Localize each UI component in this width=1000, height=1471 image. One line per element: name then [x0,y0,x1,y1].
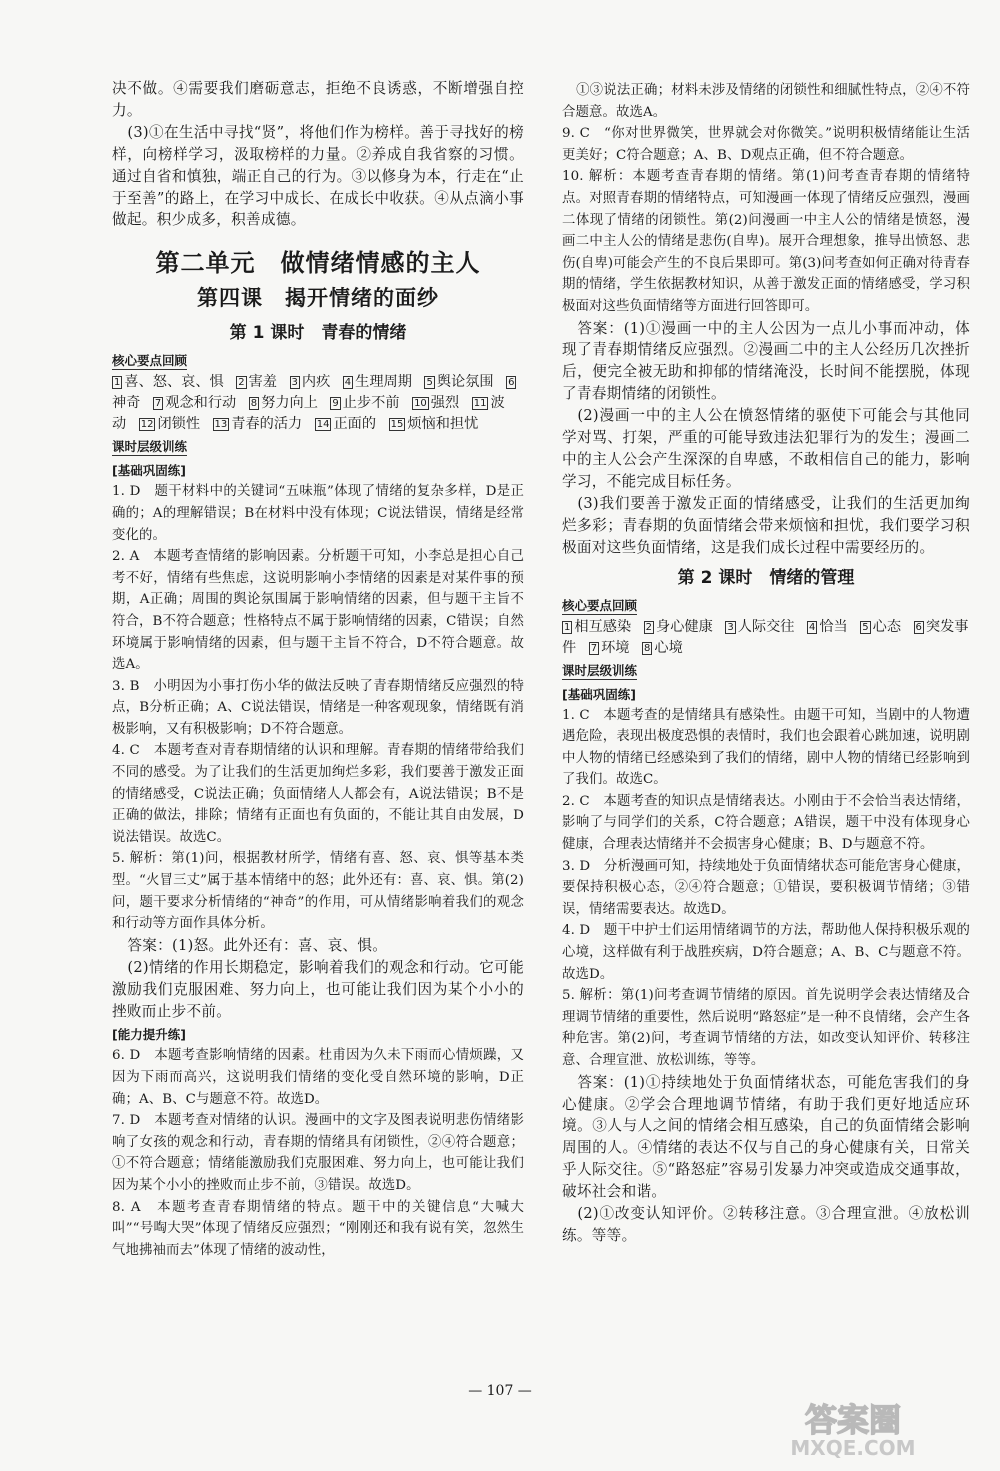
period-2-title: 第 2 课时 情绪的管理 [677,567,855,588]
question-4: 4. C 本题考查对青春期情绪的认识和理解。青春期的情绪带给我们不同的感受。为了让我们的生活更加绚烂多彩，我们要善于激发正面的情绪感受，C说法正确；负面情绪人人都会有，A说法错误；B不是正确的做法，排除；情绪有正面也有负面的，不能让其自由发展，D说法错误。故选C。 [112,743,524,845]
key-point-2-3 [725,619,794,635]
key-point-text-8: 努力向上 [261,395,318,412]
key-point-2-text-6: 突发事件 [562,618,969,656]
question-10-answer-2: (2)漫画一中的主人公在愤怒情绪的驱使下可能会与其他同学对骂、打架，严重的可能导致违法犯罪行为的发生；漫画二中的主人公会产生深深的自卑感，不敢相信自己的能力，影响学习，不能完成目标任务。 [562,407,970,490]
question-7: 7. D 本题考查对情绪的认识。漫画中的文字及图表说明悲伤情绪影响了女孩的观念和行动，青春期的情绪具有闭锁性，②④符合题意；①不符合题意；情绪能激励我们克服困难、努力向上，也可能让我们因为某个小小的挫败而止步不前，③错误。故选D。 [112,1113,524,1193]
svg-text:MXQE.COM: MXQE.COM [790,1436,916,1460]
svg-text:答案圈: 答案圈 [804,1401,902,1439]
question-5: 5. 解析：第(1)问，根据教材所学，情绪有喜、怒、哀、惧等基本类型。“火冒三丈”属于基本情绪中的怒；此外还有：喜、哀、惧。第(2)问，题干要求分析情绪的“神奇”的作用，可从情绪影响着我们的观念和行动等方面作具体分析。 [112,851,524,932]
key-point-10 [412,395,459,411]
key-point-number-3: 3 [291,377,298,389]
key-point-2-number-4: 4 [808,621,816,633]
question-9: 9. C “你对世界微笑，世界就会对你微笑。”说明积极情绪能让生活更美好；C符合题意；A、B、D观点正确，但不符合题意。 [562,126,970,163]
key-point-text-7: 观念和行动 [165,395,237,412]
intro-answer-3: (3)①在生活中寻找“贤”，将他们作为榜样。善于寻找好的榜样，向榜样学习，汲取榜样的力量。②养成自我省察的习惯。通过自省和慎独，端正自己的行为。③以修身为本，行走在“止于至善”的路上，在学习中成长、在成长中收获。④从点滴小事做起。积少成多，积善成德。 [112,123,524,229]
key-point-2-number-8: 8 [644,642,651,654]
key-point-2-4 [807,619,848,635]
question-1: 1. D 题干材料中的关键词“五味瓶”体现了情绪的复杂多样，D是正确的；A的理解错误；B在材料中没有体现；C说法错误，情绪是经常变化的。 [112,484,524,543]
key-point-number-6: 6 [508,377,515,389]
key-point-12 [139,416,200,432]
key-point-text-5: 舆论氛围 [436,374,494,391]
key-point-number-5: 5 [426,377,433,389]
key-point-2-number-1: 1 [564,621,571,633]
question-r4: 4. D 题干中护士们运用情绪调节的方法，帮助他人保持积极乐观的心境，这样做有利于战胜疾病，D符合题意；A、B、C与题意不符。故选D。 [562,923,970,982]
key-point-14 [315,416,376,432]
key-point-text-14: 正面的 [333,416,377,433]
key-point-number-4: 4 [344,377,352,389]
key-point-2 [236,374,277,390]
key-point-2-text-8: 心境 [654,639,683,656]
question-2: 2. A 本题考查情绪的影响因素。分析题干可知，小李总是担心自己考不好，情绪有些焦虑，这说明影响小李情绪的因素是对某件事的预期，A正确；周围的舆论氛围属于影响情绪的因素，但与题干主旨不符合，B不符合题意；性格特点不属于影响情绪的因素，C错误；自然环境属于影响情绪的因素，但与题干主旨不符合，D不符合题意。故选A。 [112,549,524,673]
period-1-title: 第 1 课时 青春的情绪 [229,323,407,344]
key-point-number-2: 2 [238,377,245,389]
key-point-5 [424,374,493,390]
key-point-2-number-7: 7 [590,642,598,654]
key-point-text-3: 内疚 [301,374,331,391]
question-r5-answer-1: 答案：(1)①持续地处于负面情绪状态，可能危害我们的身心健康。②学会合理地调节情绪，有助于我们更好地适应环境。③人与人之间的情绪会相互感染，自己的负面情绪会影响周围的人。④情绪的表达不仅与自己的身心健康有关，日常关乎人际交往。⑤“路怒症”容易引发暴力冲突或造成交通事故，破坏社会和谐。 [562,1073,970,1201]
key-points-list-2 [562,617,970,659]
training-label: 课时层级训练 [112,439,188,455]
key-point-text-1: 喜、怒、哀、惧 [124,374,224,391]
core-review-label: 核心要点回顾 [112,353,188,369]
key-point-number-10: 10 [414,398,427,410]
question-r5-answer-2: (2)①改变认知评价。②转移注意。③合理宣泄。④放松训练。等等。 [562,1205,970,1244]
question-10: 10. 解析：本题考查青春期的情绪。第(1)问考查青春期的情绪特点。对照青春期的情绪特点，可知漫画一体现了情绪反应强烈，漫画二体现了情绪的闭锁性。第(2)问漫画一中主人公的情绪是愤怒，漫画二中主人公的情绪是悲伤(自卑)。展开合理想象，推导出愤怒、悲伤(自卑)可能会产生的不良后果即可。第(3)问考查如何正确对待青春期的情绪，学生依据教材知识，从善于激发正面的情绪感受，学习积极面对这些负面情绪等方面进行回答即可。 [562,169,970,314]
key-points-list [112,372,524,435]
key-point-text-9: 止步不前 [342,395,400,412]
key-point-3 [290,374,331,390]
key-point-2-number-5: 5 [862,621,869,633]
question-10-answer-1: 答案：(1)①漫画一中的主人公因为一点儿小事而冲动，体现了青春期情绪反应强烈。②漫画二中的主人公经历几次挫折后，便完全被无助和抑郁的情绪淹没，长时间不能摆脱，体现了青春期情绪的闭锁性。 [562,319,970,403]
question-5-answer-2: (2)情绪的作用长期稳定，影响着我们的观念和行动。它可能激励我们克服困难、努力向上，也可能让我们因为某个小小的挫败而止步不前。 [112,958,524,1020]
key-point-2-text-3: 人际交往 [737,618,795,635]
key-point-4 [343,374,412,390]
key-point-number-12: 12 [140,419,154,431]
question-8-continued: ①③说法正确；材料未涉及情绪的闭锁性和细腻性特点，②④不符合题意。故选A。 [562,83,970,120]
question-8: 8. A 本题考查青春期情绪的特点。题干中的关键信息“大喊大叫”“号啕大哭”体现了情绪反应强烈；“刚刚还和我有说有笑，忽然生气地拂袖而去”体现了情绪的波动性， [112,1199,524,1258]
key-point-text-4: 生理周期 [355,374,412,391]
key-point-text-6: 神奇 [112,395,141,412]
question-r2: 2. C 本题考查的知识点是情绪表达。小刚由于不会恰当表达情绪，影响了与同学们的关系，C符合题意；A错误，题干中没有体现身心健康，合理表达情绪并不会损害身心健康；B、D与题意不符。 [562,793,970,853]
question-5-answer-1: 答案：(1)怒。此外还有：喜、哀、惧。 [127,936,388,954]
left-column [112,78,524,1261]
key-point-text-15: 烦恼和担忧 [407,416,479,433]
key-point-2-number-2: 2 [645,621,653,633]
question-r3: 3. D 分析漫画可知，持续地处于负面情绪状态可能危害身心健康，要保持积极心态，②④符合题意；①错误，要积极调节情绪；③错误，情绪需要表达。故选D。 [562,858,970,917]
key-point-2-1 [562,619,631,635]
key-point-2-number-6: 6 [915,621,922,633]
key-point-2-text-5: 心态 [872,618,902,635]
key-point-number-7: 7 [154,398,162,410]
question-3: 3. B 小明因为小事打伤小华的做法反映了青春期情绪反应强烈的特点，B分析正确；A、C说法错误，情绪是一种客观现象，情绪既有消极影响，又有积极影响；D不符合题意。 [112,678,524,737]
key-point-number-9: 9 [332,398,339,410]
training-label-2: 课时层级训练 [562,662,638,678]
question-r5: 5. 解析：第(1)问考查调节情绪的原因。首先说明学会表达情绪及合理调节情绪的重要性，然后说明“路怒症”是一种不良情绪，会产生各种危害。第(2)问，考查调节情绪的方法，如改变认知评价、转移注意、合理宣泄、放松训练，等等。 [562,988,970,1068]
key-point-number-11: 11 [473,398,487,410]
lesson-title: 第四课 揭开情绪的面纱 [197,286,439,311]
right-column [562,80,970,1247]
basic-practice-label: [基础巩固练] [112,463,186,479]
key-point-7 [153,395,236,411]
basic-practice-label-2: [基础巩固练] [562,686,636,702]
key-point-8 [249,395,318,411]
key-point-2-text-7: 环境 [601,639,630,656]
ability-practice-label: [能力提升练] [112,1027,186,1043]
key-point-text-2: 害羞 [248,374,277,391]
key-point-number-15: 15 [390,419,404,431]
key-point-2-2 [644,619,713,635]
question-6: 6. D 本题考查影响情绪的因素。杜甫因为久未下雨而心情烦躁，又因为下雨而高兴，这说明我们情绪的变化受自然环境的影响，D正确；A、B、C与题意不符。故选D。 [112,1048,524,1107]
key-point-number-1: 1 [114,377,121,389]
question-r1: 1. C 本题考查的是情绪具有感染性。由题干可知，当剧中的人物遭遇危险，表现出极度恐惧的表情时，我们也会跟着心跳加速，说明剧中人物的情绪已经感染到了我们的情绪，剧中人物的情绪已经影响到了我们。故选C。 [562,707,970,788]
unit-title: 第二单元 做情绪情感的主人 [155,249,481,278]
key-point-1 [112,374,224,390]
key-point-text-13: 青春的活力 [231,416,303,433]
key-point-9 [330,395,399,411]
key-point-number-14: 14 [316,419,330,431]
key-point-2-text-2: 身心健康 [656,618,713,635]
intro-continued: 决不做。④需要我们磨砺意志，拒绝不良诱惑，不断增强自控力。 [112,80,524,119]
key-point-2-text-4: 恰当 [819,618,848,635]
page-number: — 107 — [468,1383,532,1399]
key-point-text-12: 闭锁性 [157,416,201,433]
key-point-text-11: 波动 [112,395,505,433]
key-point-15 [389,416,479,432]
key-point-2-number-3: 3 [727,621,734,633]
key-point-text-10: 强烈 [430,395,460,412]
key-point-number-13: 13 [214,419,228,431]
watermark-logo [754,1395,952,1461]
key-point-2-text-1: 相互感染 [574,618,632,635]
key-point-2-8 [642,640,683,656]
key-point-2-5 [860,619,901,635]
key-point-2-7 [589,640,630,656]
key-point-13 [213,416,303,432]
question-10-answer-3: (3)我们要善于激发正面的情绪感受，让我们的生活更加绚烂多彩；青春期的负面情绪会带来烦恼和担忧，我们要学习积极面对这些负面情绪，这是我们成长过程中需要经历的。 [562,494,970,556]
core-review-label-2: 核心要点回顾 [562,597,638,613]
key-point-number-8: 8 [250,398,258,410]
